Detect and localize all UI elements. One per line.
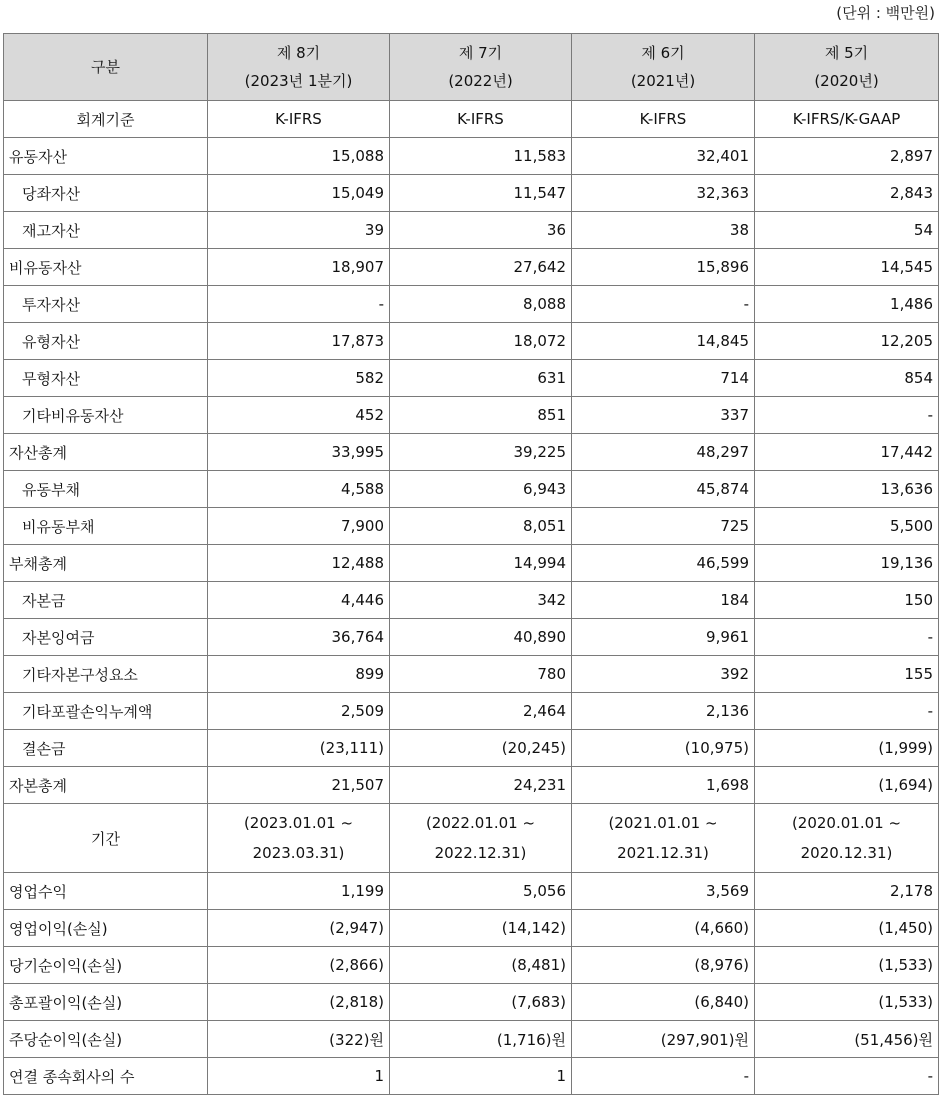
value-cell: 155 <box>755 656 939 693</box>
row-label: 기타비유동자산 <box>4 397 208 434</box>
unit-label: (단위 : 백만원) <box>836 4 935 22</box>
value-cell: 45,874 <box>572 471 755 508</box>
period-row <box>4 804 939 873</box>
value-cell: (1,533) <box>755 984 939 1021</box>
standard-cell: K-IFRS/K-GAAP <box>755 101 939 138</box>
value-cell: 32,363 <box>572 175 755 212</box>
row-label: 연결 종속회사의 수 <box>4 1058 208 1095</box>
row-label: 결손금 <box>4 730 208 767</box>
header-period: 제 6기 <box>641 44 685 62</box>
value-cell: 3,569 <box>572 873 755 910</box>
value-cell: (7,683) <box>390 984 572 1021</box>
balance-row <box>4 249 939 286</box>
value-cell: (1,716)원 <box>390 1021 572 1058</box>
standard-cell: K-IFRS <box>390 101 572 138</box>
value-cell: 452 <box>208 397 390 434</box>
row-label: 자본총계 <box>4 767 208 804</box>
value-cell: 2,843 <box>755 175 939 212</box>
value-cell: 1,486 <box>755 286 939 323</box>
standard-cell: K-IFRS <box>208 101 390 138</box>
balance-row <box>4 545 939 582</box>
value-cell: 8,088 <box>390 286 572 323</box>
value-cell: 38 <box>572 212 755 249</box>
value-cell: (20,245) <box>390 730 572 767</box>
value-cell: - <box>572 286 755 323</box>
row-label: 유동부채 <box>4 471 208 508</box>
value-cell <box>755 804 939 873</box>
header-period: 제 8기 <box>276 44 321 62</box>
value-cell: - <box>755 1058 939 1095</box>
value-cell: - <box>208 286 390 323</box>
value-cell: 7,900 <box>208 508 390 545</box>
period-line: (2023.01.01 ~ <box>243 814 354 832</box>
value-cell: 851 <box>390 397 572 434</box>
income-row <box>4 910 939 947</box>
balance-row <box>4 323 939 360</box>
row-label: 회계기준 <box>4 101 208 138</box>
value-cell: 18,072 <box>390 323 572 360</box>
balance-row <box>4 508 939 545</box>
value-cell: (8,976) <box>572 947 755 984</box>
period-line: 2021.12.31) <box>617 844 709 862</box>
value-cell: 1 <box>208 1058 390 1095</box>
value-cell: 40,890 <box>390 619 572 656</box>
value-cell: 2,509 <box>208 693 390 730</box>
value-cell: (14,142) <box>390 910 572 947</box>
value-cell: 854 <box>755 360 939 397</box>
standard-cell: K-IFRS <box>572 101 755 138</box>
balance-row <box>4 656 939 693</box>
balance-row <box>4 360 939 397</box>
value-cell: 337 <box>572 397 755 434</box>
row-label: 비유동부채 <box>4 508 208 545</box>
period-line: (2022.01.01 ~ <box>425 814 536 832</box>
value-cell: 33,995 <box>208 434 390 471</box>
value-cell: 13,636 <box>755 471 939 508</box>
value-cell: 12,205 <box>755 323 939 360</box>
value-cell: 780 <box>390 656 572 693</box>
value-cell: - <box>755 693 939 730</box>
balance-row <box>4 693 939 730</box>
header-period-cell <box>208 34 390 101</box>
value-cell: 18,907 <box>208 249 390 286</box>
value-cell: 48,297 <box>572 434 755 471</box>
value-cell: 14,994 <box>390 545 572 582</box>
balance-row <box>4 175 939 212</box>
balance-row <box>4 138 939 175</box>
value-cell: 4,588 <box>208 471 390 508</box>
value-cell: 1,199 <box>208 873 390 910</box>
value-cell: (23,111) <box>208 730 390 767</box>
row-label: 영업이익(손실) <box>4 910 208 947</box>
row-label: 당좌자산 <box>4 175 208 212</box>
value-cell: 1,698 <box>572 767 755 804</box>
value-cell: 2,136 <box>572 693 755 730</box>
value-cell: 342 <box>390 582 572 619</box>
value-cell: 21,507 <box>208 767 390 804</box>
period-line: 2023.03.31) <box>252 844 345 862</box>
row-label: 자본잉여금 <box>4 619 208 656</box>
header-period-cell <box>755 34 939 101</box>
header-period-sub: (2023년 1분기) <box>244 72 353 90</box>
row-label: 기타자본구성요소 <box>4 656 208 693</box>
value-cell: 39 <box>208 212 390 249</box>
value-cell: (1,999) <box>755 730 939 767</box>
value-cell: (8,481) <box>390 947 572 984</box>
value-cell: 15,088 <box>208 138 390 175</box>
value-cell: 11,547 <box>390 175 572 212</box>
value-cell: 714 <box>572 360 755 397</box>
value-cell: 39,225 <box>390 434 572 471</box>
row-label: 총포괄이익(손실) <box>4 984 208 1021</box>
value-cell: (1,450) <box>755 910 939 947</box>
value-cell: 5,056 <box>390 873 572 910</box>
balance-row <box>4 286 939 323</box>
table-body <box>4 34 939 1095</box>
income-row <box>4 947 939 984</box>
period-line: (2021.01.01 ~ <box>608 814 718 832</box>
value-cell: 184 <box>572 582 755 619</box>
value-cell: - <box>755 397 939 434</box>
value-cell: 17,442 <box>755 434 939 471</box>
row-label: 영업수익 <box>4 873 208 910</box>
value-cell <box>572 804 755 873</box>
balance-row <box>4 730 939 767</box>
value-cell: - <box>755 619 939 656</box>
value-cell: 4,446 <box>208 582 390 619</box>
income-row <box>4 1058 939 1095</box>
value-cell: 6,943 <box>390 471 572 508</box>
row-label: 기간 <box>4 804 208 873</box>
value-cell: 19,136 <box>755 545 939 582</box>
header-period-sub: (2022년) <box>448 72 513 90</box>
value-cell: (6,840) <box>572 984 755 1021</box>
balance-row <box>4 397 939 434</box>
value-cell: (51,456)원 <box>755 1021 939 1058</box>
value-cell: 2,464 <box>390 693 572 730</box>
value-cell: 631 <box>390 360 572 397</box>
value-cell: 2,178 <box>755 873 939 910</box>
value-cell: (2,818) <box>208 984 390 1021</box>
value-cell: 9,961 <box>572 619 755 656</box>
balance-row <box>4 767 939 804</box>
header-period: 제 5기 <box>824 44 869 62</box>
row-label: 무형자산 <box>4 360 208 397</box>
row-label: 비유동자산 <box>4 249 208 286</box>
value-cell: 27,642 <box>390 249 572 286</box>
header-period-sub: (2021년) <box>630 72 696 90</box>
value-cell: (297,901)원 <box>572 1021 755 1058</box>
value-cell: 725 <box>572 508 755 545</box>
row-label: 자산총계 <box>4 434 208 471</box>
value-cell: 32,401 <box>572 138 755 175</box>
value-cell: 15,049 <box>208 175 390 212</box>
value-cell: 5,500 <box>755 508 939 545</box>
header-row <box>4 34 939 101</box>
value-cell: - <box>572 1058 755 1095</box>
value-cell <box>390 804 572 873</box>
value-cell: (10,975) <box>572 730 755 767</box>
accounting-standard-row <box>4 101 939 138</box>
income-row <box>4 873 939 910</box>
value-cell: 392 <box>572 656 755 693</box>
row-label: 당기순이익(손실) <box>4 947 208 984</box>
value-cell: 46,599 <box>572 545 755 582</box>
value-cell: 36 <box>390 212 572 249</box>
balance-row <box>4 434 939 471</box>
row-label: 주당순이익(손실) <box>4 1021 208 1058</box>
header-period: 제 7기 <box>458 44 503 62</box>
header-period-cell <box>390 34 572 101</box>
header-period-sub: (2020년) <box>814 72 879 90</box>
row-label: 투자자산 <box>4 286 208 323</box>
value-cell: (2,947) <box>208 910 390 947</box>
income-row <box>4 1021 939 1058</box>
header-category-cell: 구분 <box>4 34 208 101</box>
value-cell: 24,231 <box>390 767 572 804</box>
row-label: 재고자산 <box>4 212 208 249</box>
value-cell: 12,488 <box>208 545 390 582</box>
income-row <box>4 984 939 1021</box>
row-label: 유동자산 <box>4 138 208 175</box>
value-cell: (1,694) <box>755 767 939 804</box>
period-line: (2020.01.01 ~ <box>791 814 902 832</box>
value-cell: 36,764 <box>208 619 390 656</box>
balance-row <box>4 619 939 656</box>
value-cell: 14,545 <box>755 249 939 286</box>
value-cell: 582 <box>208 360 390 397</box>
value-cell: (322)원 <box>208 1021 390 1058</box>
row-label: 유형자산 <box>4 323 208 360</box>
value-cell: 17,873 <box>208 323 390 360</box>
value-cell: (1,533) <box>755 947 939 984</box>
period-line: 2020.12.31) <box>800 844 893 862</box>
balance-row <box>4 212 939 249</box>
value-cell <box>208 804 390 873</box>
financial-summary-table <box>3 33 939 1095</box>
value-cell: 15,896 <box>572 249 755 286</box>
period-line: 2022.12.31) <box>434 844 527 862</box>
balance-row <box>4 582 939 619</box>
value-cell: 11,583 <box>390 138 572 175</box>
row-label: 부채총계 <box>4 545 208 582</box>
value-cell: 1 <box>390 1058 572 1095</box>
value-cell: 8,051 <box>390 508 572 545</box>
value-cell: 2,897 <box>755 138 939 175</box>
header-period-cell <box>572 34 755 101</box>
value-cell: 14,845 <box>572 323 755 360</box>
value-cell: 150 <box>755 582 939 619</box>
row-label: 자본금 <box>4 582 208 619</box>
value-cell: (4,660) <box>572 910 755 947</box>
row-label: 기타포괄손익누계액 <box>4 693 208 730</box>
value-cell: 899 <box>208 656 390 693</box>
value-cell: 54 <box>755 212 939 249</box>
value-cell: (2,866) <box>208 947 390 984</box>
balance-row <box>4 471 939 508</box>
